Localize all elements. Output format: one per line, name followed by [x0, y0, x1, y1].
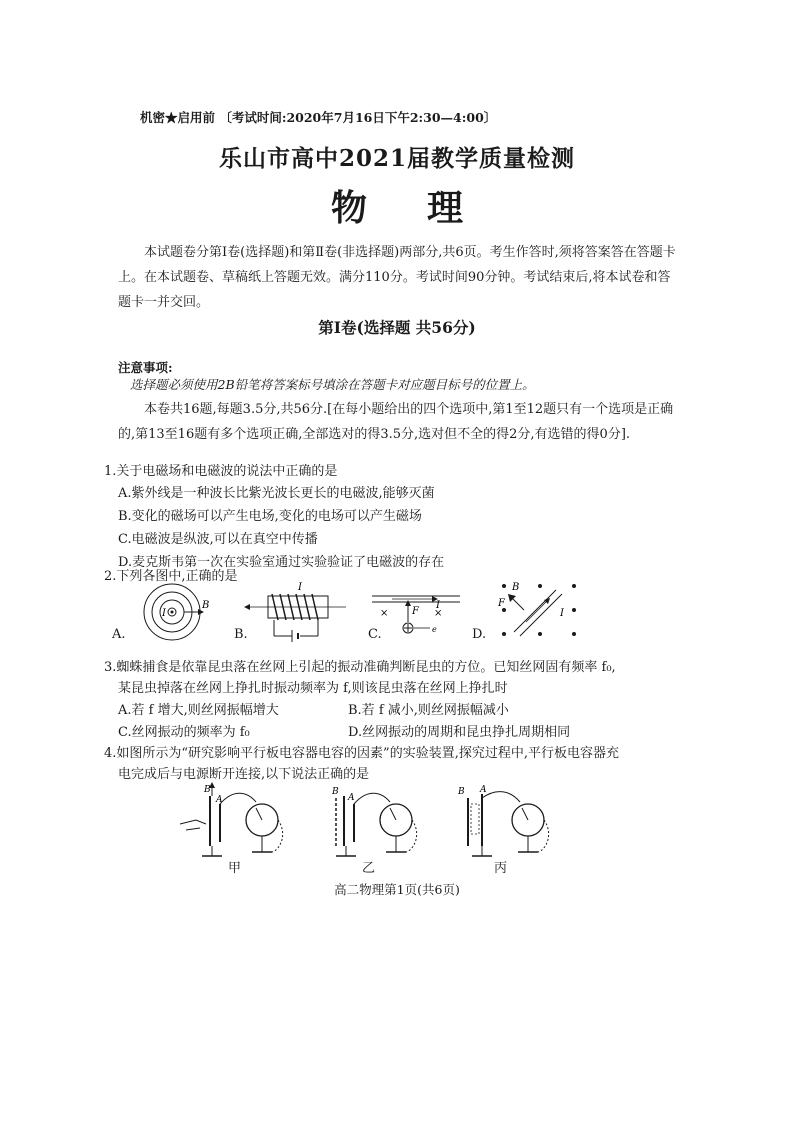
figure-a-field-lines — [140, 582, 220, 652]
figure-c-current-label: I — [436, 600, 440, 611]
figure-jia-label: 甲 — [228, 861, 242, 876]
question-3-option-c: C.丝网振动的频率为 f₀ — [118, 725, 250, 740]
subject-title: 物理 — [330, 187, 523, 229]
question-3-option-d: D.丝网振动的周期和昆虫挣扎周期相同 — [348, 725, 571, 740]
figure-b-label: B. — [234, 627, 248, 642]
figure-bing-label: 丙 — [494, 861, 508, 876]
figure-yi-label: 乙 — [362, 861, 376, 876]
figure-bing-capacitor — [444, 784, 564, 864]
section-title: 第Ⅰ卷(选择题 共56分) — [318, 318, 476, 337]
figure-a-current-label: I — [162, 608, 166, 619]
figure-c-label: C. — [368, 627, 382, 642]
question-3-option-a: A.若 f 增大,则丝网振幅增大 — [118, 703, 279, 718]
section-instructions: 本卷共16题,每题3.5分,共56分.[在每小题给出的四个选项中,第1至12题只有一个选项是正确的,第13至16题有多个选项正确,全部选对的得3.5分,选对但不全的得2分,有选错的得0分]. — [118, 402, 674, 442]
question-2-stem: 2.下列各图中,正确的是 — [104, 569, 238, 584]
figure-a-field-label: B — [202, 600, 210, 611]
question-1-option-d: D.麦克斯韦第一次在实验室通过实验验证了电磁波的存在 — [118, 555, 445, 570]
svg-text:×: × — [434, 608, 443, 619]
exam-title: 乐山市高中2021届教学质量检测 — [218, 145, 575, 172]
figure-d-current-label: I — [560, 608, 564, 619]
note-text: 选择题必须使用2B铅笔将答案标号填涂在答题卡对应题目标号的位置上。 — [130, 377, 535, 392]
question-1-option-b: B.变化的磁场可以产生电场,变化的电场可以产生磁场 — [118, 509, 422, 524]
figure-jia-plate-a: A — [216, 795, 223, 805]
figure-c-charge-label: e — [432, 625, 437, 634]
question-4-stem-line1: 4.如图所示为“研究影响平行板电容器电容的因素”的实验装置,探究过程中,平行板电容器充 — [104, 746, 619, 761]
question-3-option-b: B.若 f 减小,则丝网振幅减小 — [348, 703, 509, 718]
question-4-stem-line2: 电完成后与电源断开连接,以下说法正确的是 — [118, 767, 370, 782]
figure-jia-capacitor — [176, 784, 296, 864]
confidential-notice: 机密★启用前 〔考试时间:2020年7月16日下午2:30—4:00〕 — [140, 110, 497, 125]
figure-yi-capacitor — [310, 784, 430, 864]
question-1-option-c: C.电磁波是纵波,可以在真空中传播 — [118, 532, 318, 547]
svg-text:×: × — [380, 608, 389, 619]
question-1-option-a: A.紫外线是一种波长比紫光波长更长的电磁波,能够灭菌 — [118, 486, 435, 501]
figure-yi-plate-a: A — [348, 793, 355, 803]
figure-d-dot-field — [494, 580, 584, 640]
figure-bing-plate-b: B — [458, 787, 465, 797]
question-1-stem: 1.关于电磁场和电磁波的说法中正确的是 — [104, 464, 338, 479]
figure-jia-plate-b: B — [204, 785, 211, 795]
question-3-stem-line2: 某昆虫掉落在丝网上挣扎时振动频率为 f,则该昆虫落在丝网上挣扎时 — [118, 681, 508, 696]
figure-d-force-label: F — [498, 598, 505, 609]
figure-c-force-label: F — [412, 606, 419, 617]
figure-d-label: D. — [472, 627, 487, 642]
exam-intro: 本试题卷分第Ⅰ卷(选择题)和第Ⅱ卷(非选择题)两部分,共6页。考生作答时,须将答案答在答题卡上。在本试题卷、草稿纸上答题无效。满分110分。考试时间90分钟。考试结束后,将本试卷和答题卡一并交回。 — [118, 245, 676, 310]
figure-a-label: A. — [112, 627, 126, 642]
figure-b-solenoid — [248, 584, 348, 644]
figure-c-wire-force — [372, 582, 462, 642]
figure-b-current-label: I — [298, 582, 302, 593]
figure-d-field-label: B — [512, 582, 520, 593]
figure-yi-plate-b: B — [332, 787, 339, 797]
figure-bing-plate-a: A — [480, 785, 487, 795]
notes-heading: 注意事项: — [118, 360, 173, 375]
page-footer: 高二物理第1页(共6页) — [334, 882, 460, 897]
question-3-stem-line1: 3.蜘蛛捕食是依靠昆虫落在丝网上引起的振动准确判断昆虫的方位。已知丝网固有频率 f₀, — [104, 660, 616, 675]
